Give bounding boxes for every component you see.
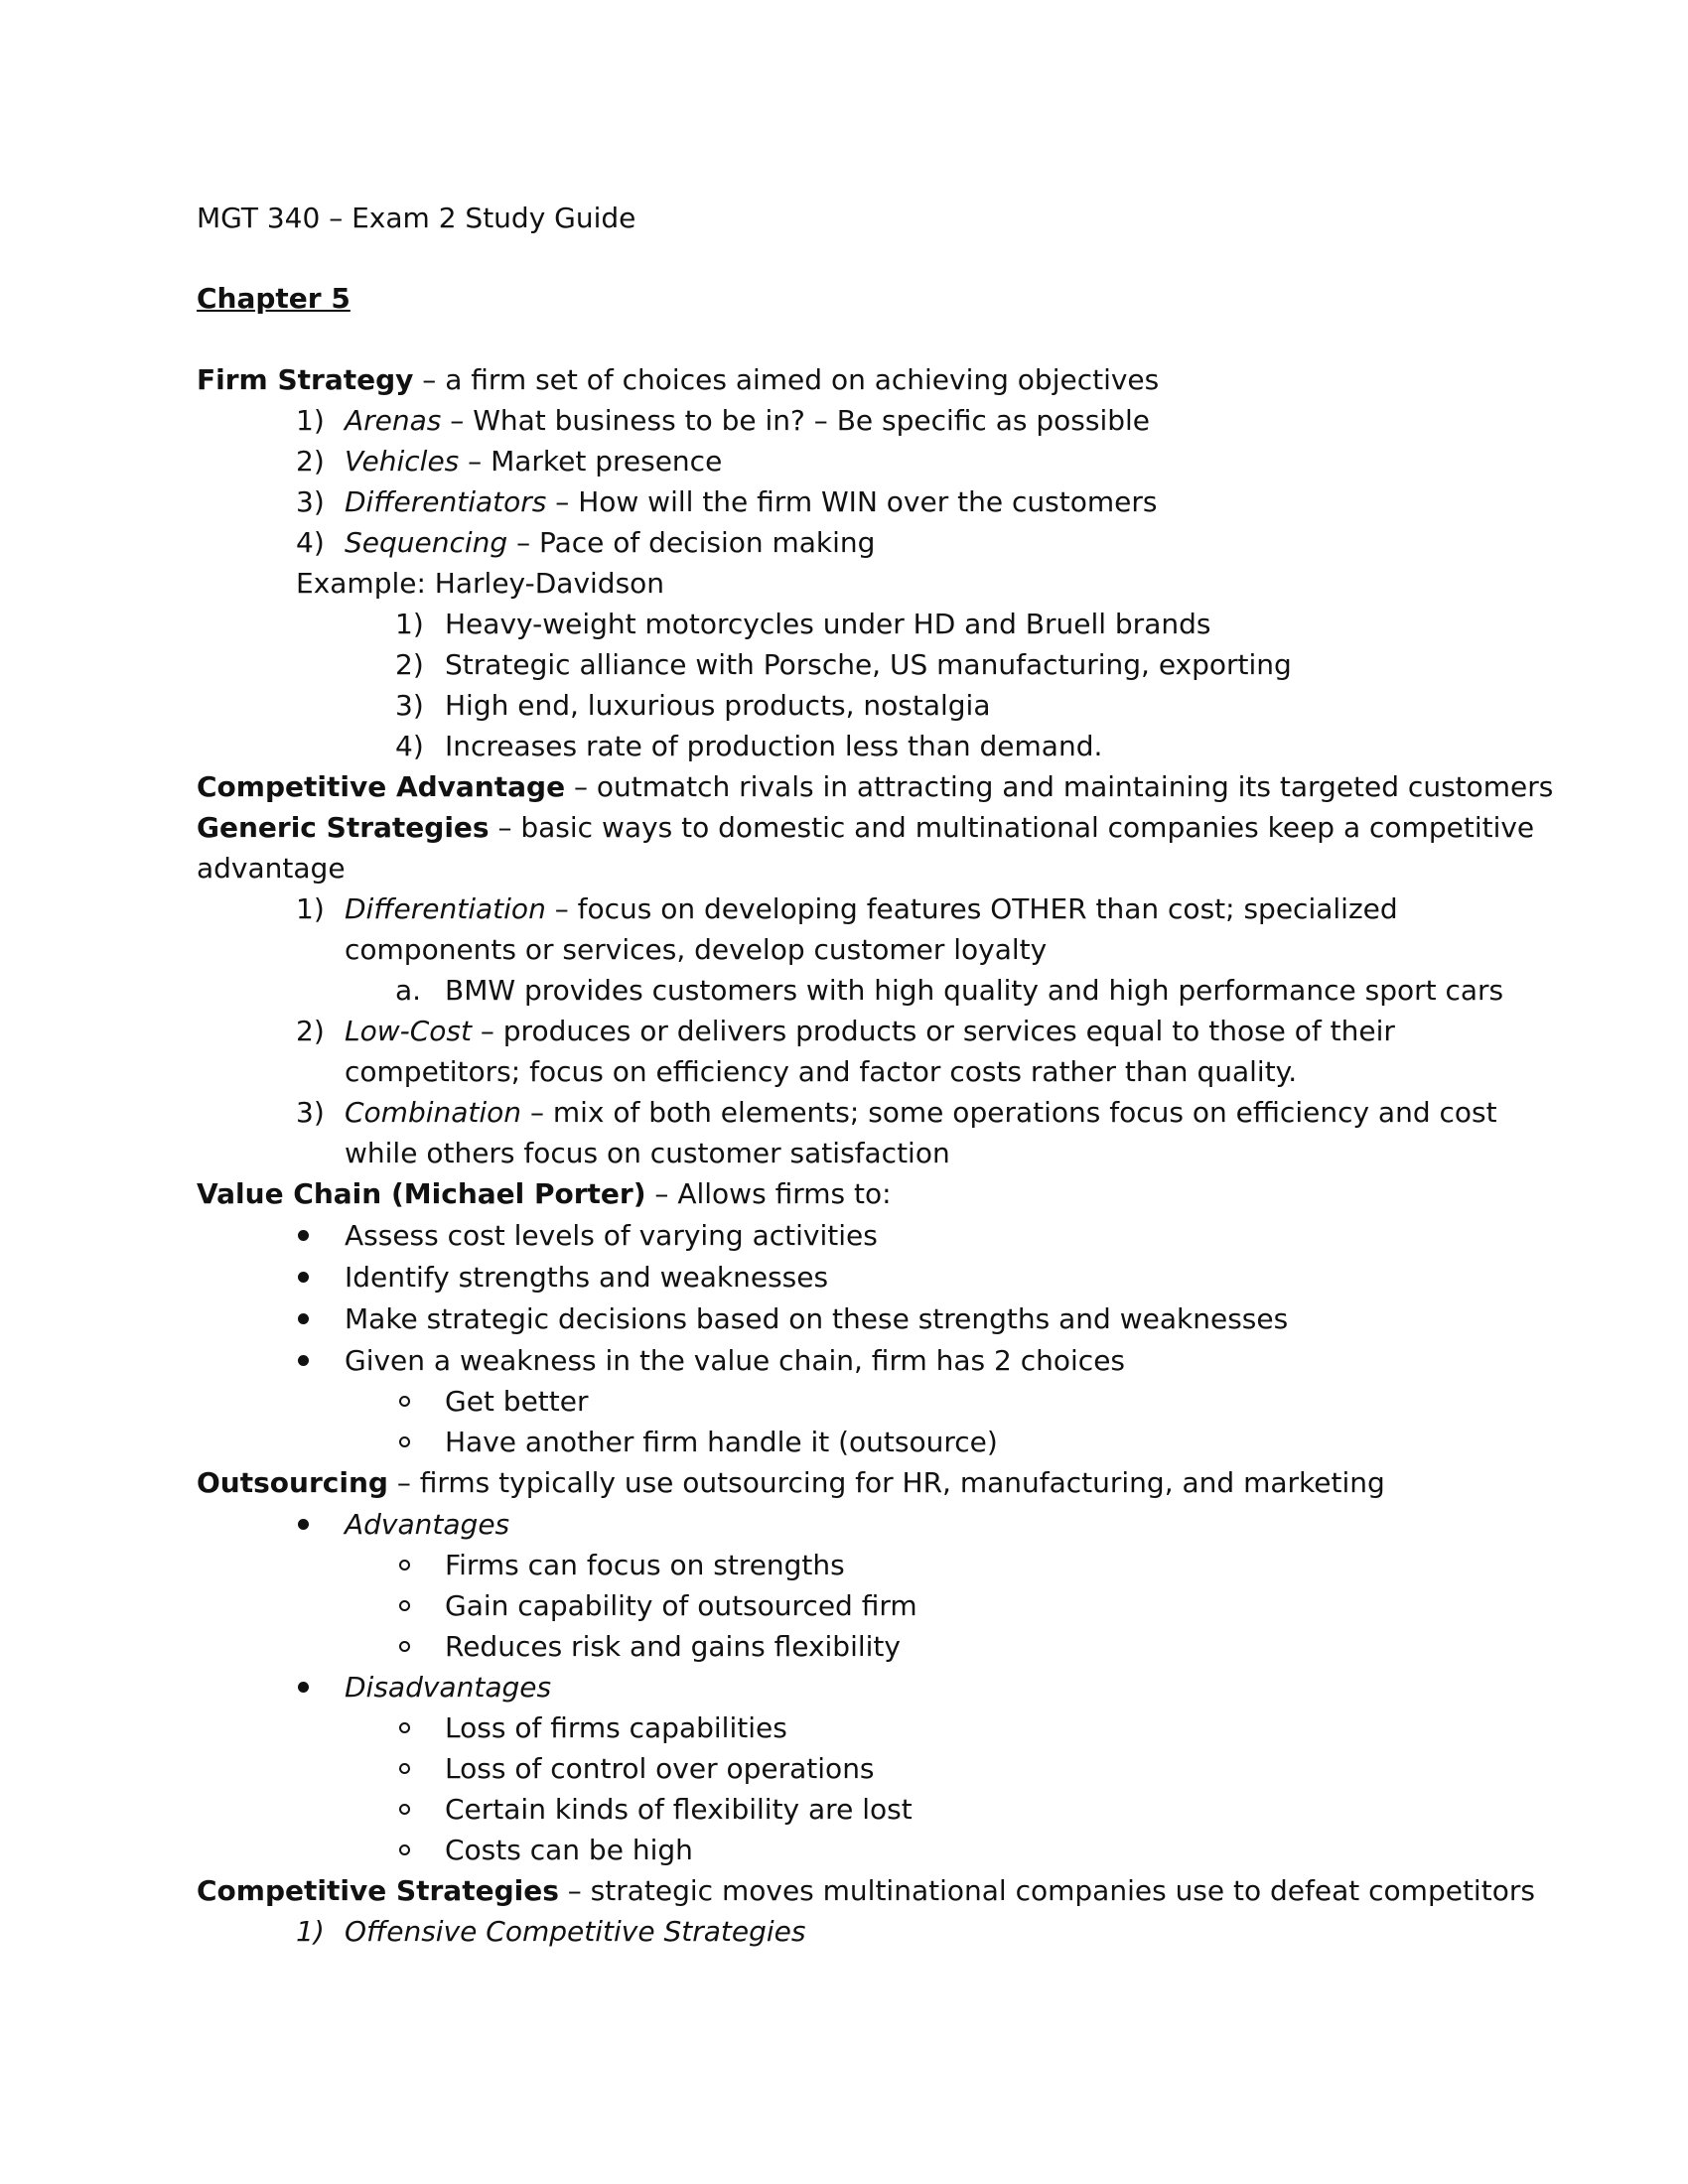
competitive-strategies-definition xyxy=(197,1873,1535,1909)
sub-bullet-item: Gain capability of outsourced firm xyxy=(445,1589,917,1622)
list-number: 2) xyxy=(296,445,325,478)
term: Firm Strategy xyxy=(197,363,414,396)
bullet-icon xyxy=(298,1682,309,1693)
hollow-bullet-icon xyxy=(399,1804,410,1815)
item-text: – mix of both elements; some operations focus on efficiency and cost xyxy=(521,1096,1497,1129)
list-item xyxy=(345,444,722,479)
definition: – basic ways to domestic and multinational companies keep a competitive xyxy=(489,811,1535,844)
sub-bullet-item: Firms can focus on strengths xyxy=(445,1549,845,1581)
hollow-bullet-icon xyxy=(399,1600,410,1611)
list-item-continuation: components or services, develop customer loyalty xyxy=(345,933,1048,966)
term: Outsourcing xyxy=(197,1466,388,1499)
list-number: 4) xyxy=(296,526,325,559)
list-item xyxy=(345,891,1398,927)
term: Competitive Strategies xyxy=(197,1874,559,1907)
sub-bullet-item: Reduces risk and gains flexibility xyxy=(445,1630,901,1663)
list-item xyxy=(345,1014,1395,1049)
list-item xyxy=(345,403,1150,439)
sub-bullet-item: Certain kinds of flexibility are lost xyxy=(445,1793,913,1826)
term: Competitive Advantage xyxy=(197,770,566,803)
bullet-icon xyxy=(298,1272,309,1283)
competitive-advantage-definition xyxy=(197,769,1553,805)
sub-bullet-item: Loss of firms capabilities xyxy=(445,1711,787,1744)
value-chain-definition xyxy=(197,1176,892,1212)
list-item-continuation: while others focus on customer satisfaction xyxy=(345,1137,950,1169)
list-number: 3) xyxy=(296,1096,325,1129)
advantages-label: Advantages xyxy=(345,1508,510,1541)
item-term: Sequencing xyxy=(345,526,508,559)
item-text: – What business to be in? – Be specific as possible xyxy=(441,404,1151,437)
list-item xyxy=(345,525,875,561)
generic-strategies-definition xyxy=(197,810,1534,846)
sub-list-marker: a. xyxy=(395,974,422,1007)
list-number: 1) xyxy=(395,608,424,640)
firm-strategy-definition xyxy=(197,362,1159,398)
sub-bullet-item: Get better xyxy=(445,1385,589,1418)
list-number: 1) xyxy=(296,1915,325,1948)
disadvantages-label: Disadvantages xyxy=(345,1671,552,1704)
item-text: – focus on developing features OTHER than cost; specialized xyxy=(545,892,1398,925)
list-number: 2) xyxy=(395,648,424,681)
outsourcing-definition xyxy=(197,1465,1385,1501)
chapter-heading: Chapter 5 xyxy=(197,282,351,315)
example-item: Heavy-weight motorcycles under HD and Bruell brands xyxy=(445,608,1211,640)
list-number: 4) xyxy=(395,730,424,762)
list-item xyxy=(345,484,1157,520)
bullet-item: Assess cost levels of varying activities xyxy=(345,1219,878,1252)
example-label: Example: Harley-Davidson xyxy=(296,567,665,600)
item-term: Low-Cost xyxy=(345,1015,472,1047)
item-term: Differentiators xyxy=(345,485,547,518)
item-term: Combination xyxy=(345,1096,522,1129)
item-term: Differentiation xyxy=(345,892,546,925)
sub-bullet-item: Loss of control over operations xyxy=(445,1752,875,1785)
hollow-bullet-icon xyxy=(399,1641,410,1652)
definition: – strategic moves multinational companies use to defeat competitors xyxy=(558,1874,1535,1907)
definition: – a firm set of choices aimed on achieving objectives xyxy=(413,363,1160,396)
item-term: Vehicles xyxy=(345,445,460,478)
bullet-icon xyxy=(298,1313,309,1324)
definition: – firms typically use outsourcing for HR, manufacturing, and marketing xyxy=(387,1466,1385,1499)
example-item: Increases rate of production less than demand. xyxy=(445,730,1103,762)
item-text: – Market presence xyxy=(459,445,723,478)
example-item: High end, luxurious products, nostalgia xyxy=(445,689,991,722)
term: Generic Strategies xyxy=(197,811,490,844)
bullet-item: Given a weakness in the value chain, firm has 2 choices xyxy=(345,1344,1126,1377)
list-item-continuation: competitors; focus on efficiency and factor costs rather than quality. xyxy=(345,1055,1298,1088)
list-item: Offensive Competitive Strategies xyxy=(345,1915,806,1948)
sub-list-item: BMW provides customers with high quality and high performance sport cars xyxy=(445,974,1504,1007)
definition-continuation: advantage xyxy=(197,852,346,885)
sub-bullet-item: Have another firm handle it (outsource) xyxy=(445,1426,998,1458)
list-number: 2) xyxy=(296,1015,325,1047)
hollow-bullet-icon xyxy=(399,1436,410,1447)
bullet-item: Make strategic decisions based on these strengths and weaknesses xyxy=(345,1302,1289,1335)
list-number: 1) xyxy=(296,892,325,925)
list-number: 3) xyxy=(395,689,424,722)
hollow-bullet-icon xyxy=(399,1560,410,1570)
item-text: – Pace of decision making xyxy=(507,526,876,559)
bullet-icon xyxy=(298,1355,309,1366)
bullet-icon xyxy=(298,1230,309,1241)
list-number: 1) xyxy=(296,404,325,437)
example-item: Strategic alliance with Porsche, US manufacturing, exporting xyxy=(445,648,1292,681)
hollow-bullet-icon xyxy=(399,1722,410,1733)
hollow-bullet-icon xyxy=(399,1396,410,1407)
bullet-icon xyxy=(298,1519,309,1530)
bullet-item: Identify strengths and weaknesses xyxy=(345,1261,829,1294)
document-title: MGT 340 – Exam 2 Study Guide xyxy=(197,202,636,234)
list-number: 3) xyxy=(296,485,325,518)
item-text: – produces or delivers products or services equal to those of their xyxy=(471,1015,1395,1047)
definition: – Allows firms to: xyxy=(645,1177,892,1210)
sub-bullet-item: Costs can be high xyxy=(445,1834,693,1866)
hollow-bullet-icon xyxy=(399,1763,410,1774)
hollow-bullet-icon xyxy=(399,1844,410,1855)
item-term: Arenas xyxy=(345,404,442,437)
term: Value Chain (Michael Porter) xyxy=(197,1177,646,1210)
definition: – outmatch rivals in attracting and maintaining its targeted customers xyxy=(565,770,1554,803)
item-text: – How will the firm WIN over the customers xyxy=(546,485,1158,518)
list-item xyxy=(345,1095,1497,1131)
